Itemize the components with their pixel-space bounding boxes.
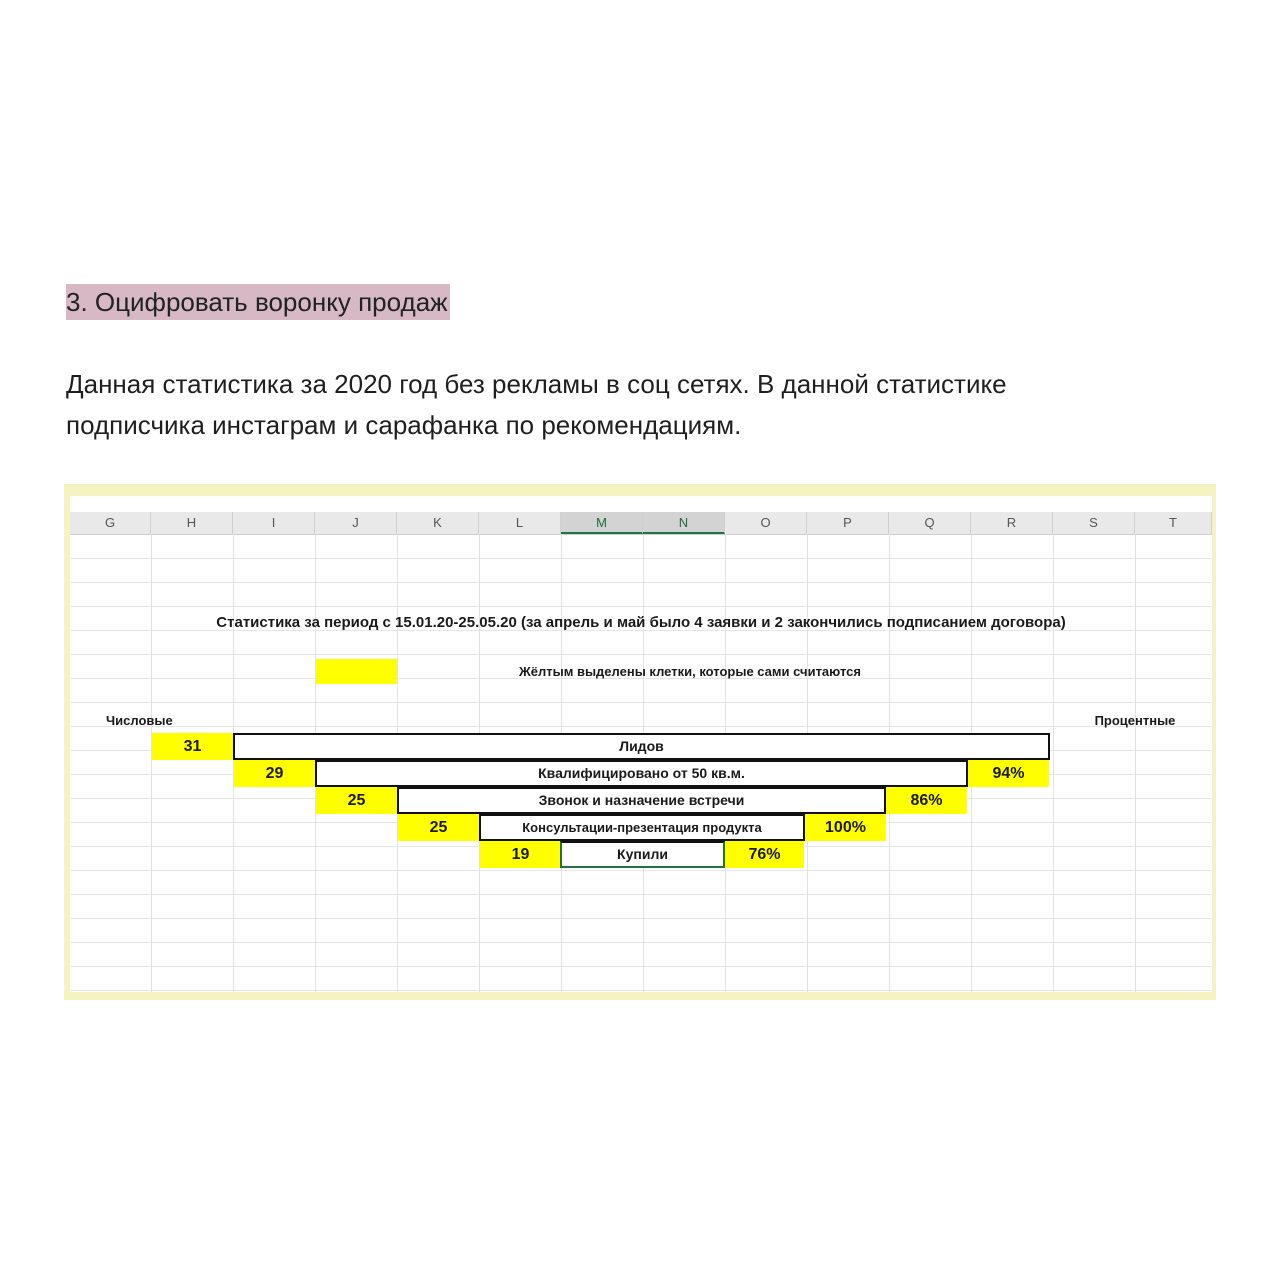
description-paragraph [66,364,1216,446]
numeric-label: Числовые [106,713,173,728]
grid-row-line [70,558,1212,559]
funnel-count-purchased[interactable]: 19 [480,841,561,868]
funnel-percent-qualified[interactable]: 94% [968,760,1049,787]
column-header-k[interactable]: K [397,512,479,534]
grid-row-line [70,942,1212,943]
column-header-q[interactable]: Q [889,512,971,534]
column-header-bar [70,512,1212,535]
funnel-stage-purchased[interactable]: Купили [560,841,725,868]
column-header-l[interactable]: L [479,512,561,534]
column-header-i[interactable]: I [233,512,315,534]
column-header-s[interactable]: S [1053,512,1135,534]
column-header-t[interactable]: T [1135,512,1212,534]
funnel-stage-leads[interactable]: Лидов [233,733,1050,760]
funnel-percent-consultation[interactable]: 100% [805,814,886,841]
column-header-j[interactable]: J [315,512,397,534]
grid-column-line [1135,534,1136,992]
column-header-m[interactable]: M [561,512,643,534]
statistics-title: Статистика за период с 15.01.20-25.05.20 (за апрель и май было 4 заявки и 2 закончились подписанием договора) [216,614,1066,631]
paragraph-line-2: подписчика инстаграм и сарафанка по рекомендациям. [66,410,742,440]
grid-row-line [70,966,1212,967]
funnel-percent-call[interactable]: 86% [886,787,967,814]
grid-row-line [70,606,1212,607]
funnel-stage-call[interactable]: Звонок и назначение встречи [397,787,886,814]
funnel-count-qualified[interactable]: 29 [234,760,315,787]
grid-row-line [70,918,1212,919]
grid-row-line [70,702,1212,703]
funnel-percent-purchased[interactable]: 76% [725,841,804,868]
paragraph-line-1: Данная статистика за 2020 год без рекламы в соц сетях. В данной статистике [66,369,1007,399]
column-header-o[interactable]: O [725,512,807,534]
grid-column-line [1053,534,1054,992]
legend-yellow-swatch [316,659,397,684]
legend-text: Жёлтым выделены клетки, которые сами считаются [519,664,861,679]
grid-row-line [70,582,1212,583]
funnel-stage-qualified[interactable]: Квалифицировано от 50 кв.м. [315,760,968,787]
section-heading: 3. Оцифровать воронку продаж [66,284,450,320]
funnel-count-leads[interactable]: 31 [152,733,233,760]
column-header-g[interactable]: G [70,512,151,534]
funnel-stage-consultation[interactable]: Консультации-презентация продукта [479,814,805,841]
grid-row-line [70,990,1212,991]
funnel-count-call[interactable]: 25 [316,787,397,814]
grid-row-line [70,894,1212,895]
grid-row-line [70,654,1212,655]
column-header-h[interactable]: H [151,512,233,534]
grid-row-line [70,726,1212,727]
grid-column-line [151,534,152,992]
funnel-count-consultation[interactable]: 25 [398,814,479,841]
spreadsheet [70,496,1212,992]
column-header-p[interactable]: P [807,512,889,534]
column-header-r[interactable]: R [971,512,1053,534]
column-header-n[interactable]: N [643,512,725,534]
grid-row-line [70,870,1212,871]
percent-label: Процентные [1094,713,1176,728]
